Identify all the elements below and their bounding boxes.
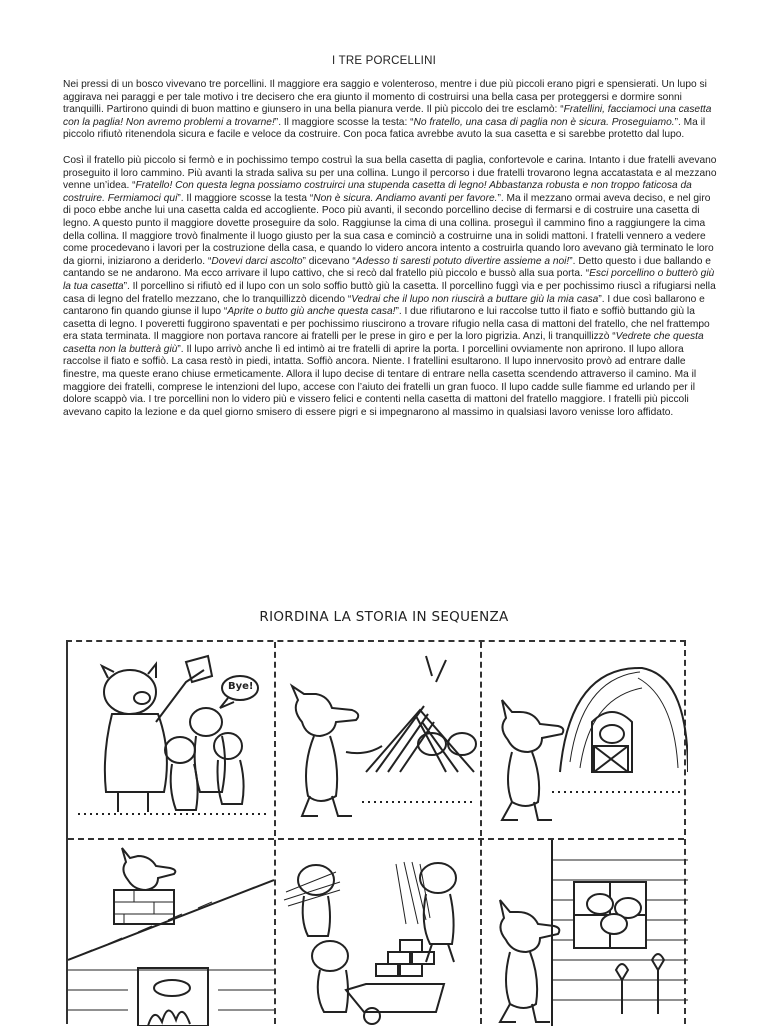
story-quote: Adesso ti saresti potuto divertire assieme a noi!: [355, 255, 570, 267]
panel-pigs-farewell: [68, 642, 274, 838]
panel-wolf-brick-house: [482, 840, 688, 1026]
wolf-brick-house-illustration: [482, 840, 688, 1026]
story-quote: Esci porcellino o butterò giù la tua casetta: [63, 268, 715, 292]
story-text: [63, 79, 721, 432]
wolf-stick-house-illustration: [276, 642, 480, 838]
panel-wolf-stick-house: [276, 642, 480, 838]
story-segment: Nei pressi di un bosco vivevano tre porcellini. Il maggiore era saggio e volenteroso, mentre i due più piccoli erano pigri e spensierati. Un lupo si aggirava nei paraggi e per tale motivo i tre decisero che era giunto il momento di costruirsi una bella casa per proteggersi e dormire sonni tranquilli. Partirono quindi di buon mattino e giunsero in una bella pianura verde. Il più piccolo dei tre esclamò: “: [63, 79, 707, 116]
story-segment: ”. Detto questo i due ballando e cantando se ne andarono. Ma ecco arrivare il lupo cattivo, che si recò dal fratello più piccolo e bussò alla sua porta. “: [63, 255, 711, 280]
wolf-on-roof-illustration: [68, 840, 274, 1026]
story-segment: ”. I due rifiutarono e lui raccolse tutto il fiato e soffiò buttando giù la casetta di legno. I poveretti fuggirono spaventati e per pochissimo riuscirono a trovare rifugio nella casa di mattoni del fratello, che nel frattempo era stata terminata. Il maggiore non portava rancore ai fratelli per le prese in giro e per la loro pigrizia. Anzi, li tranquillizzò “: [63, 306, 710, 343]
pigs-building-illustration: [276, 840, 480, 1026]
panel-wolf-straw-house: [482, 642, 688, 838]
panel-pigs-building: [276, 840, 480, 1026]
story-quote: No fratello, una casa di paglia non è sicura. Proseguiamo.: [413, 116, 675, 128]
story-quote: Vedrai che il lupo non riuscirà a buttare giù la mia casa: [351, 293, 599, 305]
panel-wolf-on-roof: [68, 840, 274, 1026]
document-title: I TRE PORCELLINI: [332, 55, 436, 67]
story-segment: ” dicevano “: [302, 255, 356, 267]
story-segment: ”. Ma il mezzano ormai aveva deciso, e nel giro di poco ebbe anche lui una casetta calda ed accogliente. Poco più avanti, il secondo porcellino decise di fermarsi e di costruire una casetta di legno. A questo punto il maggiore dovette proseguire da solo. Raggiunse la cima di una collina. proseguì il cammino fino a raggiungere la cima della collina. Il maggiore trovò finalmente il luogo giusto per la sua casa e cominciò a costruirne una in solidi mattoni. I fratelli vennero a vedere come procedevano i lavori per la costruzione della casa, e quando lo videro ancora intento a costruirla quando loro avevano già terminato le loro da giorni, iniziarono a deriderlo. “: [63, 192, 714, 267]
section-title: RIORDINA LA STORIA IN SEQUENZA: [259, 609, 509, 625]
wolf-straw-house-illustration: [482, 642, 688, 838]
story-paragraph: [63, 155, 721, 419]
story-segment: ”. Ma il piccolo rifiutò ritenendola sicura e facile e veloce da costruire. Con poca fatica avrebbe avuto la sua casetta e si sarebbe protetto dal lupo.: [63, 116, 706, 141]
pigs-farewell-illustration: [68, 642, 274, 838]
story-segment: ”. Il maggiore scosse la testa “: [177, 192, 314, 204]
story-quote: Vedrete che questa casetta non la butterà giù: [63, 331, 704, 355]
story-quote: Non è sicura. Andiamo avanti per favore.: [313, 192, 498, 204]
story-quote: Fratellini, facciamoci una casetta con la paglia! Non avremo problemi a trovarne!: [63, 104, 712, 128]
story-segment: ”. Il lupo arrivò anche lì ed intimò ai tre fratelli di aprire la porta. I porcellini ovviamente non aprirono. Il lupo allora raccolse il fiato e soffiò. La casa restò in piedi, intatta. Soffiò ancora. Niente. I fratellini esultarono. Il lupo innervosito provò ad entrare dalle finestre, ma queste erano chiuse ermeticamente. Allora il lupo decise di tentare di entrare nella casetta scendendo attraverso il camino. Ma il maggiore dei fratelli, comprese le intenzioni del lupo, accese con l’aiuto dei fratelli un gran fuoco. Il lupo cadde sulle fiamme ed urlando per il dolore scappò via. I tre porcellini non lo videro più e vissero felici e contenti nella casetta di mattoni del fratello maggiore. I fratelli più piccoli avevano capito la lezione e da quel giorno smisero di essere pigri e si impegnarono al massimo in qualsiasi lavoro venisse loro affidato.: [63, 343, 697, 418]
comic-grid: [66, 640, 686, 1024]
story-segment: Così il fratello più piccolo si fermò e in pochissimo tempo costruì la sua bella casetta di paglia, confortevole e carina. Intanto i due fratelli avevano proseguito il loro cammino. Più avanti la strada saliva su per una collina. Lungo il percorso i due fratelli trovarono legna accatastata e al mezzano venne un’idea. “: [63, 154, 717, 192]
story-paragraph: [63, 79, 721, 142]
story-segment: ”. I due così ballarono e cantarono fin quando giunse il lupo “: [63, 293, 705, 318]
story-quote: Dovevi darci ascolto: [211, 255, 303, 267]
story-quote: Fratello! Con questa legna possiamo costruirci una stupenda casetta di legno! Abbastanza robusta e non troppo faticosa da costruire. Fermiamoci qui: [63, 180, 692, 204]
story-segment: ”. Il porcellino si rifiutò ed il lupo con un solo soffio buttò giù la casetta. Il porcellino fuggì via e per pochissimo riuscì a rifugiarsi nella casa di legno del fratello mezzano, che lo tranquillizzò dicendo “: [63, 280, 716, 305]
story-quote: Aprite o butto giù anche questa casa!: [227, 306, 396, 318]
bye-speech-bubble: Bye!: [228, 681, 254, 692]
story-segment: ”. Il maggiore scosse la testa: “: [274, 116, 414, 128]
